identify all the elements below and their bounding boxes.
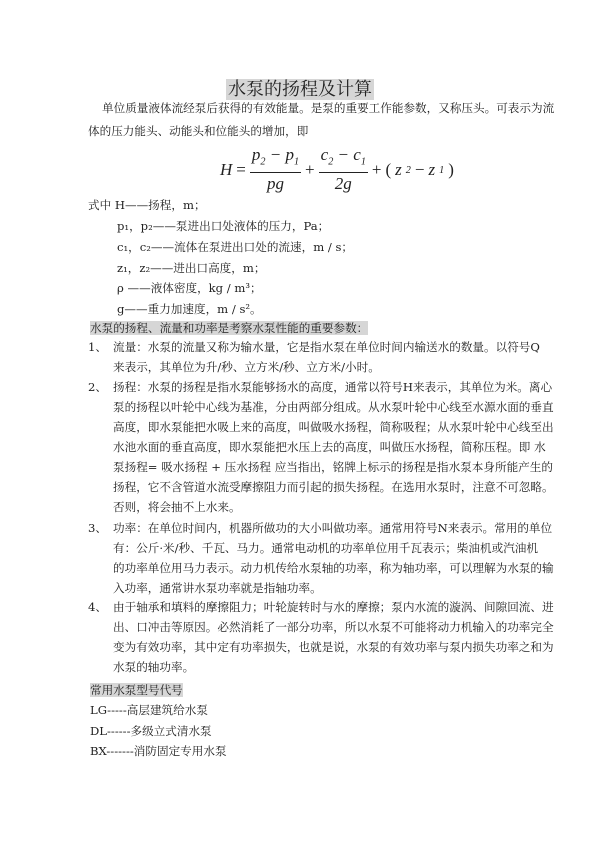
head-formula: H = $\frac{p_2 - p_1}{pg}$ + $\frac{c_2 - c_1}{2g}$ + ( z 2 − z 1 ) [220,145,454,194]
list-item-line: 有：公斤·米/秒、千瓦、马力。通常电动机的功率单位用千瓦表示；柴油机或汽油机 [113,541,538,555]
list-number: 3、 [88,521,107,535]
list-number: 1、 [88,340,107,354]
intro-line: 单位质量液体流经泵后获得的有效能量。是泵的重要工作能参数，又称压头。可表示为流 [102,101,555,115]
list-item-line: 入功率，通常讲水泵功率就是指轴功率。 [113,581,322,595]
symbol-c: c₁，c₂——流体在泵进出口处的流速，m / s； [117,240,354,254]
list-item-line: 出、口冲击等原因。必然消耗了一部分功率，所以水泵不可能将动力机输入的功率完全 [113,620,554,634]
list-item-line: 来表示，其单位为升/秒、立方米/秒、立方米/小时。 [113,360,380,374]
list-item-line: 流量：水泵的流量又称为输水量，它是指水泵在单位时间内输送水的数量。以符号Q [113,340,540,354]
list-item-line: 水池水面的垂直高度，即水泵能把水压上去的高度，叫做压水扬程，简称压程。即 水 [113,440,546,454]
list-item-line: 泵扬程= 吸水扬程 + 压水扬程 应当指出，铭牌上标示的扬程是指水泵本身所能产生的 [113,460,553,474]
list-item-line: 扬程：水泵的扬程是指水泵能够扬水的高度，通常以符号H来表示，其单位为米。离心 [113,380,553,394]
model-item: LG-----高层建筑给水泵 [90,703,208,717]
list-item-line: 否则，将会抽不上水来。 [113,500,241,514]
list-item-line: 泵的扬程以叶轮中心线为基准，分由两部分组成。从水泵叶轮中心线至水源水面的垂直 [113,400,554,414]
symbol-p: p₁，p₂——泵进出口处液体的压力，Pa； [117,219,330,233]
symbol-rho: ρ ——液体密度，kg / m³； [117,281,262,295]
list-item-line: 高度，即水泵能把水吸上来的高度，叫做吸水扬程，简称吸程；从水泵叶轮中心线至出 [113,420,554,434]
list-item-line: 扬程，它不含管道水流受摩擦阻力而引起的损失扬程。在选用水泵时，注意不可忽略。 [113,480,554,494]
list-item-line: 由于轴承和填料的摩擦阻力；叶轮旋转时与水的摩擦；泵内水流的漩涡、间隙回流、进 [113,600,554,614]
page-title: 水泵的扬程及计算 [228,79,372,100]
list-item-line: 水泵的轴功率。 [113,660,195,674]
list-number: 4、 [88,600,107,614]
list-item-line: 功率：在单位时间内，机器所做功的大小叫做功率。通常用符号N来表示。常用的单位 [113,521,553,535]
section-heading: 常用水泵型号代号 [90,683,183,697]
model-item: DL------多级立式清水泵 [90,724,212,738]
list-number: 2、 [88,380,107,394]
list-item-line: 的功率单位用马力表示。动力机传给水泵轴的功率，称为轴功率，可以理解为水泵的输 [113,561,554,575]
list-item-line: 变为有效功率，其中定有功率损失，也就是说，水泵的有效功率与泵内损失功率之和为 [113,640,554,654]
section-heading: 水泵的扬程、流量和功率是考察水泵性能的重要参数： [90,321,369,335]
symbol-g: g——重力加速度，m / s²。 [117,302,262,316]
symbol-intro: 式中 H——扬程，m； [88,198,206,212]
symbol-z: z₁，z₂——进出口高度，m； [117,261,266,275]
intro-line: 体的压力能头、动能头和位能头的增加，即 [88,124,309,138]
model-item: BX-------消防固定专用水泵 [90,744,227,758]
